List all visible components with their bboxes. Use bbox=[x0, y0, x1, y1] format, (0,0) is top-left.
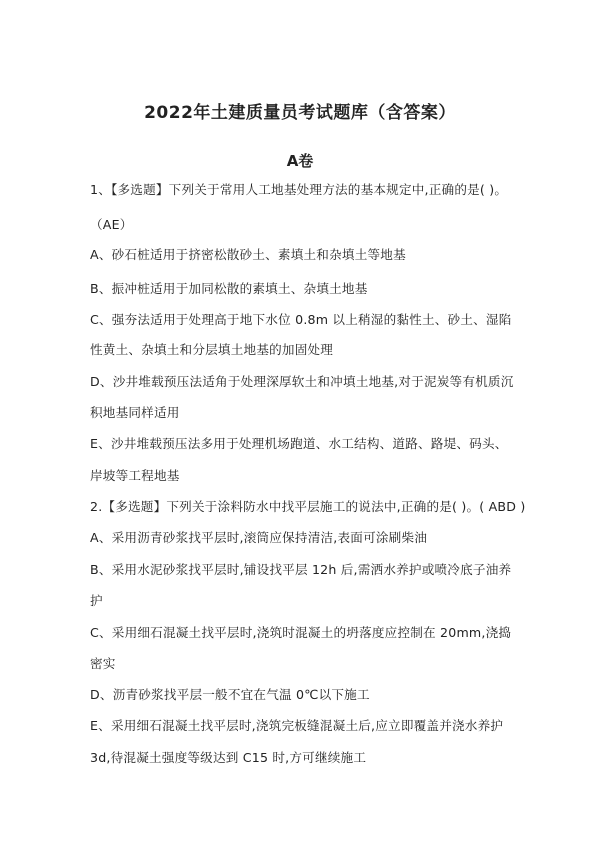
question-2-stem: 2.【多选题】下列关于涂料防水中找平层施工的说法中,正确的是( )。( ABD ) bbox=[90, 499, 526, 514]
document-title: 2022年土建质量员考试题库（含答案） bbox=[144, 103, 456, 123]
question-1-option-c-line-2: 性黄土、杂填土和分层填土地基的加固处理 bbox=[90, 342, 334, 357]
question-2-option-b-line-2: 护 bbox=[90, 593, 103, 608]
question-1-answer: （AE） bbox=[90, 217, 133, 232]
question-2-option-a: A、采用沥青砂浆找平层时,滚筒应保持清洁,表面可涂刷柴油 bbox=[90, 530, 428, 545]
question-2-option-e-line-1: E、采用细石混凝土找平层时,浇筑完板缝混凝土后,应立即覆盖并浇水养护 bbox=[90, 718, 504, 733]
question-2-option-c-line-1: C、采用细石混凝土找平层时,浇筑时混凝土的坍落度应控制在 20mm,浇捣 bbox=[90, 625, 512, 640]
question-1-option-a: A、砂石桩适用于挤密松散砂土、素填土和杂填土等地基 bbox=[90, 247, 406, 262]
question-2-option-e-line-2: 3d,待混凝土强度等级达到 C15 时,方可继续施工 bbox=[90, 750, 367, 765]
question-2-option-b-line-1: B、采用水泥砂浆找平层时,铺设找平层 12h 后,需洒水养护或喷冷底子油养 bbox=[90, 562, 512, 577]
question-1-option-d-line-1: D、沙井堆载预压法适角于处理深厚软土和冲填土地基,对于泥炭等有机质沉 bbox=[90, 374, 514, 389]
question-1-option-d-line-2: 积地基同样适用 bbox=[90, 405, 180, 420]
question-1-option-b: B、振冲桩适用于加同松散的素填土、杂填土地基 bbox=[90, 281, 368, 296]
question-1-stem: 1、【多选题】下列关于常用人工地基处理方法的基本规定中,正确的是( )。 bbox=[90, 182, 508, 197]
question-1-option-e-line-2: 岸坡等工程地基 bbox=[90, 468, 180, 483]
question-1-option-c-line-1: C、强夯法适用于处理高于地下水位 0.8m 以上稍湿的黏性土、砂土、湿陷 bbox=[90, 312, 512, 327]
question-2-option-c-line-2: 密实 bbox=[90, 656, 116, 671]
question-1-option-e-line-1: E、沙井堆载预压法多用于处理机场跑道、水工结构、道路、路堤、码头、 bbox=[90, 436, 508, 451]
question-2-option-d: D、沥青砂浆找平层一般不宜在气温 0℃以下施工 bbox=[90, 687, 370, 702]
section-heading: A卷 bbox=[286, 152, 314, 170]
